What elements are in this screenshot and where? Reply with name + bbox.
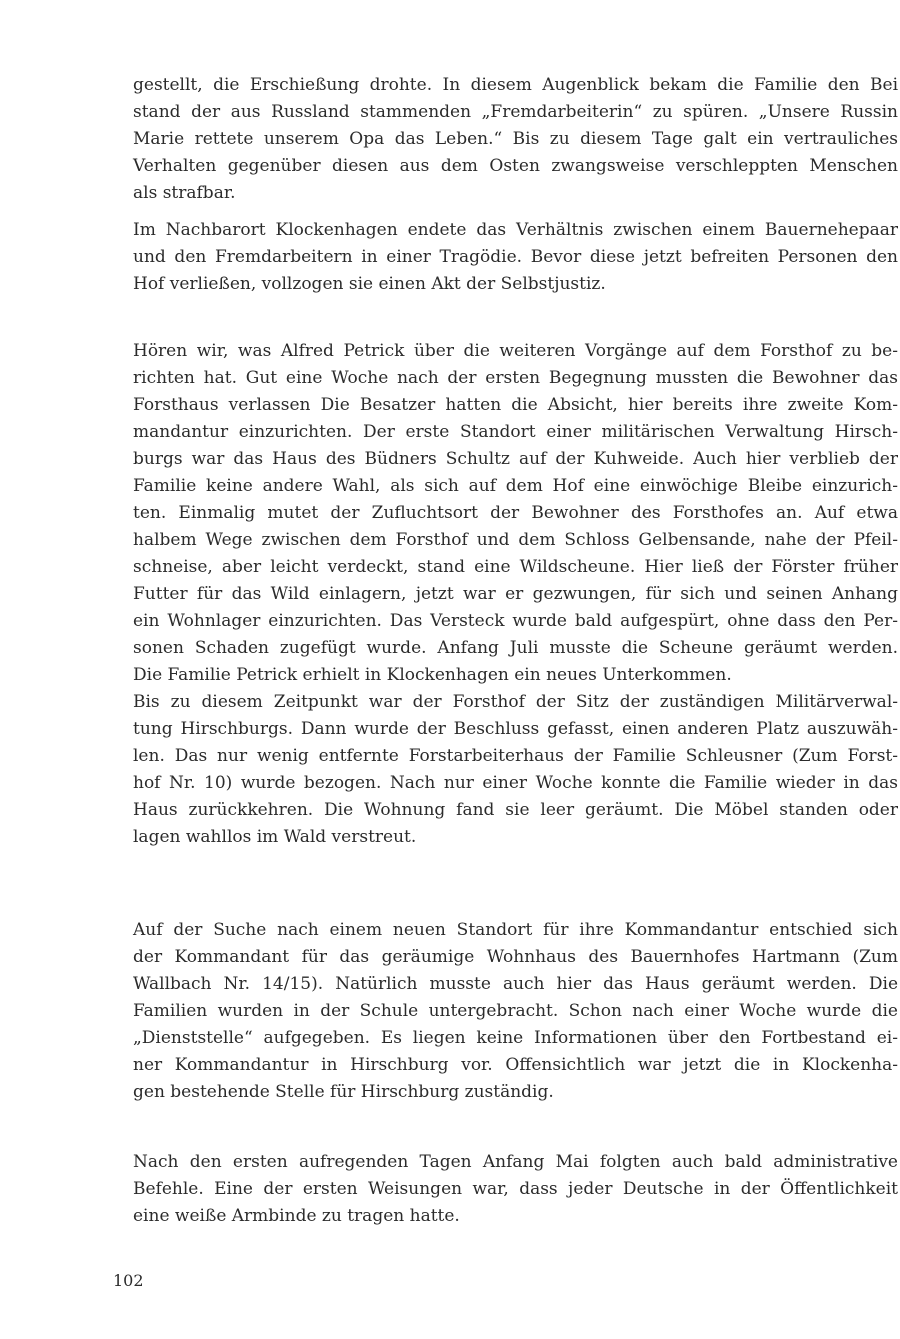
page-number: 102 xyxy=(113,1271,144,1290)
paragraph-5 xyxy=(133,917,898,1106)
text-line: len. Das nur wenig entfernte Forstarbeiterhaus der Familie Schleusner (Zum Forst- xyxy=(133,746,898,766)
text-line: ner Kommandantur in Hirschburg vor. Offensichtlich war jetzt die in Klockenha- xyxy=(133,1055,898,1075)
text-line: Auf der Suche nach einem neuen Standort für ihre Kommandantur entschied sich xyxy=(133,920,898,940)
text-line: Verhalten gegenüber diesen aus dem Osten zwangsweise verschleppten Menschen xyxy=(133,156,898,176)
text-line: stand der aus Russland stammenden „Fremdarbeiterin“ zu spüren. „Unsere Russin xyxy=(133,102,898,122)
text-line: Futter für das Wild einlagern, jetzt war er gezwungen, für sich und seinen Anhang xyxy=(133,584,898,604)
text-line: tung Hirschburgs. Dann wurde der Beschluss gefasst, einen anderen Platz auszuwäh- xyxy=(133,719,898,739)
text-line: Marie rettete unserem Opa das Leben.“ Bis zu diesem Tage galt ein vertrauliches xyxy=(133,129,898,149)
text-line: Familien wurden in der Schule untergebracht. Schon nach einer Woche wurde die xyxy=(133,1001,898,1021)
text-line: gestellt, die Erschießung drohte. In diesem Augenblick bekam die Familie den Bei xyxy=(133,75,898,95)
text-line: Im Nachbarort Klockenhagen endete das Verhältnis zwischen einem Bauernehepaar xyxy=(133,220,898,240)
text-line: hof Nr. 10) wurde bezogen. Nach nur einer Woche konnte die Familie wieder in das xyxy=(133,773,898,793)
text-line: und den Fremdarbeitern in einer Tragödie. Bevor diese jetzt befreiten Personen den xyxy=(133,247,898,267)
text-line: richten hat. Gut eine Woche nach der ersten Begegnung mussten die Bewohner das xyxy=(133,368,898,388)
text-line: sonen Schaden zugefügt wurde. Anfang Juli musste die Scheune geräumt werden. xyxy=(133,638,898,658)
text-line: burgs war das Haus des Büdners Schultz auf der Kuhweide. Auch hier verblieb der xyxy=(133,449,898,469)
text-line: Hof verließen, vollzogen sie einen Akt der Selbstjustiz. xyxy=(133,274,606,294)
paragraph-1 xyxy=(133,72,898,207)
text-line: ten. Einmalig mutet der Zufluchtsort der Bewohner des Forsthofes an. Auf etwa xyxy=(133,503,898,523)
text-line: Wallbach Nr. 14/15). Natürlich musste auch hier das Haus geräumt werden. Die xyxy=(133,974,898,994)
text-line: Die Familie Petrick erhielt in Klockenhagen ein neues Unterkommen. xyxy=(133,665,732,685)
paragraph-2 xyxy=(133,217,898,298)
text-line: der Kommandant für das geräumige Wohnhaus des Bauernhofes Hartmann (Zum xyxy=(133,947,898,967)
text-line: ein Wohnlager einzurichten. Das Versteck wurde bald aufgespürt, ohne dass den Per- xyxy=(133,611,898,631)
text-line: Haus zurückkehren. Die Wohnung fand sie leer geräumt. Die Möbel standen oder xyxy=(133,800,898,820)
text-line: Bis zu diesem Zeitpunkt war der Forsthof der Sitz der zuständigen Militärverwal- xyxy=(133,692,898,712)
text-line: halbem Wege zwischen dem Forsthof und dem Schloss Gelbensande, nahe der Pfeil- xyxy=(133,530,898,550)
text-line: gen bestehende Stelle für Hirschburg zuständig. xyxy=(133,1082,554,1102)
paragraph-6 xyxy=(133,1149,898,1230)
text-line: als strafbar. xyxy=(133,183,236,203)
text-line: eine weiße Armbinde zu tragen hatte. xyxy=(133,1206,460,1226)
text-line: mandantur einzurichten. Der erste Standort einer militärischen Verwaltung Hirsch- xyxy=(133,422,898,442)
text-line: Hören wir, was Alfred Petrick über die weiteren Vorgänge auf dem Forsthof zu be- xyxy=(133,341,898,361)
text-line: Nach den ersten aufregenden Tagen Anfang Mai folgten auch bald administrative xyxy=(133,1152,898,1172)
paragraph-3 xyxy=(133,338,898,689)
text-line: lagen wahllos im Wald verstreut. xyxy=(133,827,417,847)
text-line: „Dienststelle“ aufgegeben. Es liegen keine Informationen über den Fortbestand ei- xyxy=(133,1028,898,1048)
text-line: Familie keine andere Wahl, als sich auf dem Hof eine einwöchige Bleibe einzurich- xyxy=(133,476,898,496)
paragraph-4 xyxy=(133,689,898,851)
text-line: schneise, aber leicht verdeckt, stand eine Wildscheune. Hier ließ der Förster früher xyxy=(133,557,898,577)
text-line: Forsthaus verlassen Die Besatzer hatten die Absicht, hier bereits ihre zweite Kom- xyxy=(133,395,898,415)
text-line: Befehle. Eine der ersten Weisungen war, dass jeder Deutsche in der Öffentlichkeit xyxy=(133,1179,898,1199)
